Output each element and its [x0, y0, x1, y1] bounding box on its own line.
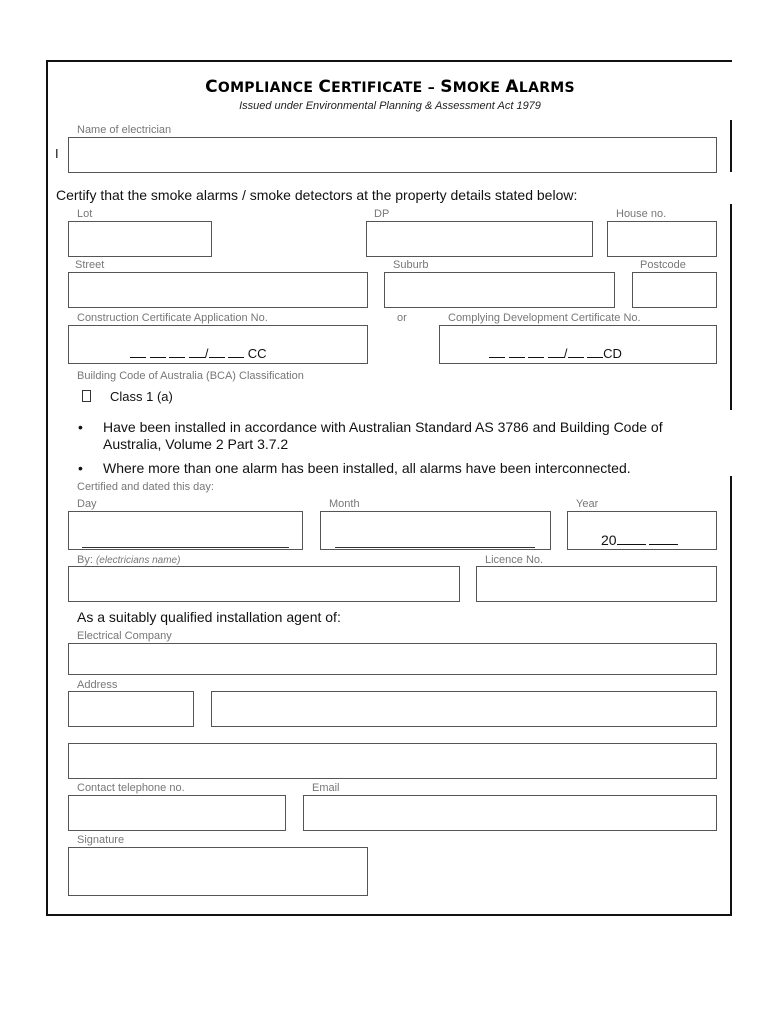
- year-label: Year: [576, 498, 599, 510]
- signature-label: Signature: [77, 834, 125, 846]
- signature-field[interactable]: [68, 847, 368, 896]
- electrical-company-field[interactable]: [68, 643, 717, 675]
- day-blank-line: [82, 547, 289, 548]
- street-label: Street: [75, 259, 105, 271]
- by-electrician-name-field[interactable]: [68, 566, 460, 602]
- bca-classification-label: Building Code of Australia (BCA) Classification: [77, 370, 304, 382]
- day-field[interactable]: [68, 511, 303, 550]
- lot-label: Lot: [77, 208, 93, 220]
- dp-field[interactable]: [366, 221, 593, 257]
- lot-field[interactable]: [68, 221, 212, 257]
- postcode-label: Postcode: [640, 259, 686, 271]
- month-field[interactable]: [320, 511, 551, 550]
- or-label: or: [397, 312, 407, 324]
- year-format: 20: [601, 532, 678, 548]
- bullet-item-2: Where more than one alarm has been installed, all alarms have been interconnected.: [103, 460, 631, 476]
- licence-no-label: Licence No.: [485, 554, 544, 566]
- address-field-2[interactable]: [211, 691, 717, 727]
- address-label: Address: [77, 679, 118, 691]
- suburb-field[interactable]: [384, 272, 615, 308]
- month-blank-line: [335, 547, 535, 548]
- by-label: By: (electricians name): [77, 554, 181, 566]
- cc-app-no-field[interactable]: [68, 325, 368, 364]
- year-field[interactable]: [567, 511, 717, 550]
- contact-phone-field[interactable]: [68, 795, 286, 831]
- class-1a-label: Class 1 (a): [110, 389, 173, 404]
- agent-statement: As a suitably qualified installation agent of:: [77, 609, 341, 625]
- electrician-name-label: Name of electrician: [77, 124, 172, 136]
- dp-label: DP: [374, 208, 390, 220]
- email-field[interactable]: [303, 795, 717, 831]
- email-label: Email: [312, 782, 340, 794]
- pronoun-i: I: [55, 146, 59, 161]
- day-label: Day: [77, 498, 97, 510]
- suburb-label: Suburb: [393, 259, 429, 271]
- electrician-name-field[interactable]: [68, 137, 717, 173]
- house-no-label: House no.: [616, 208, 667, 220]
- page-subtitle: Issued under Environmental Planning & Assessment Act 1979: [239, 100, 541, 112]
- month-label: Month: [329, 498, 360, 510]
- cdc-no-label: Complying Development Certificate No.: [448, 312, 641, 324]
- cc-number-format: / CC: [130, 346, 267, 361]
- bullet-icon: •: [78, 460, 83, 476]
- page-title: COMPLIANCE CERTIFICATE – SMOKE ALARMS: [205, 77, 575, 97]
- electrical-company-label: Electrical Company: [77, 630, 172, 642]
- bullet-item-1-line2: Australia, Volume 2 Part 3.7.2: [103, 436, 289, 452]
- street-field[interactable]: [68, 272, 368, 308]
- certify-statement: Certify that the smoke alarms / smoke detectors at the property details stated below:: [56, 187, 578, 203]
- class-1a-checkbox[interactable]: [82, 390, 91, 402]
- border-segment: [730, 476, 732, 914]
- address-field-1[interactable]: [68, 691, 194, 727]
- border-segment: [730, 204, 732, 410]
- bullet-icon: •: [78, 419, 83, 435]
- cc-app-no-label: Construction Certificate Application No.: [77, 312, 268, 324]
- bullet-item-1-line1: Have been installed in accordance with Australian Standard AS 3786 and Building Code of: [103, 419, 663, 435]
- cdc-no-field[interactable]: [439, 325, 717, 364]
- border-segment: [730, 120, 732, 172]
- licence-no-field[interactable]: [476, 566, 717, 602]
- contact-phone-label: Contact telephone no.: [77, 782, 185, 794]
- certified-dated-label: Certified and dated this day:: [77, 481, 214, 493]
- house-no-field[interactable]: [607, 221, 717, 257]
- cdc-number-format: / CD: [489, 346, 622, 361]
- address-field-3[interactable]: [68, 743, 717, 779]
- postcode-field[interactable]: [632, 272, 717, 308]
